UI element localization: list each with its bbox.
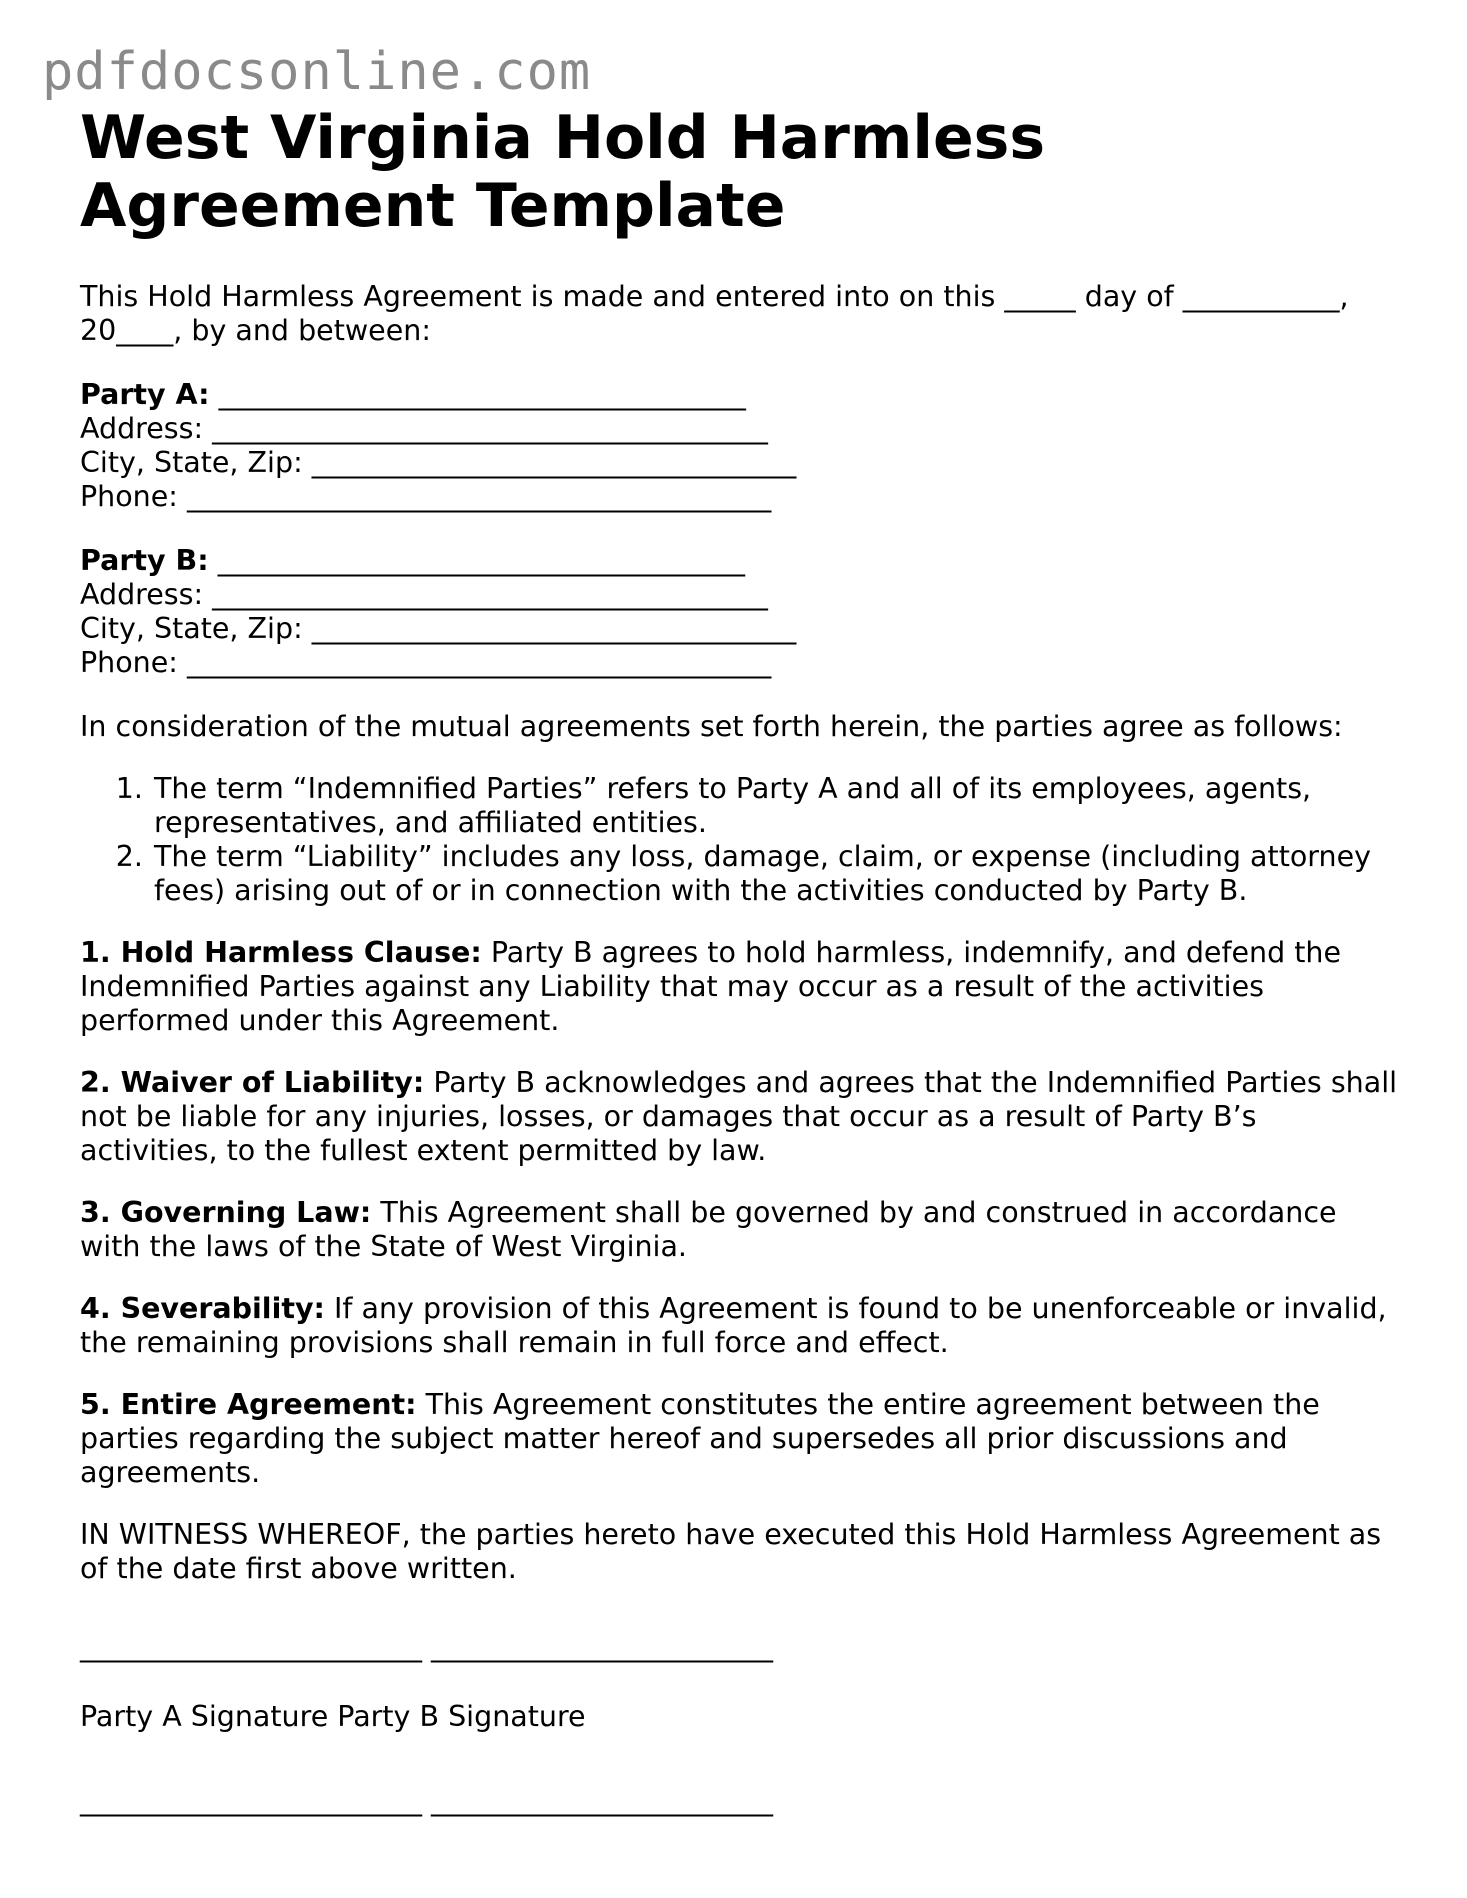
- section-text: Party B acknowledges and agrees that the Indemnified Parties shall not be liable for any injuries, losses, or damages that occur as a result of Party B’s activities, to the fullest extent permitted by law.: [80, 1066, 1398, 1167]
- date-lines: ________________________ ________________________: [80, 1784, 774, 1817]
- section-hold-harmless: [80, 936, 1400, 1038]
- party-a-address: Address: _______________________________________: [80, 412, 768, 445]
- section-waiver-of-liability: [80, 1066, 1400, 1168]
- signature-labels: Party A Signature Party B Signature: [80, 1700, 586, 1733]
- section-heading: 3. Governing Law:: [80, 1196, 372, 1229]
- section-text: This Agreement shall be governed by and construed in accordance with the laws of the State of West Virginia.: [80, 1196, 1337, 1263]
- party-a-name-blank: _____________________________________: [218, 378, 746, 411]
- section-heading: 1. Hold Harmless Clause:: [80, 936, 482, 969]
- party-b-label: Party B:: [80, 544, 209, 577]
- consideration-paragraph: In consideration of the mutual agreements set forth herein, the parties agree as follows:: [80, 710, 1343, 743]
- section-heading: 5. Entire Agreement:: [80, 1388, 417, 1421]
- document-title: West Virginia Hold Harmless Agreement Template: [80, 103, 1046, 241]
- party-b-city-state-zip: City, State, Zip: __________________________________: [80, 612, 797, 645]
- party-a-name-line: [80, 378, 1400, 412]
- definition-item: 2. The term “Liability” includes any loss, damage, claim, or expense (including attorney fees) arising out of or in connection with the activities conducted by Party B.: [152, 840, 1400, 908]
- section-heading: 4. Severability:: [80, 1292, 325, 1325]
- party-a-block: [80, 378, 1400, 514]
- section-text: If any provision of this Agreement is found to be unenforceable or invalid, the remaining provisions shall remain in full force and effect.: [80, 1292, 1387, 1359]
- section-heading: 2. Waiver of Liability:: [80, 1066, 425, 1099]
- section-governing-law: [80, 1196, 1400, 1264]
- party-b-address: Address: _______________________________________: [80, 578, 768, 611]
- section-severability: [80, 1292, 1400, 1360]
- party-a-phone: Phone: _________________________________________: [80, 480, 772, 513]
- section-text: This Agreement constitutes the entire agreement between the parties regarding the subject matter hereof and supersedes all prior discussions and agreements.: [80, 1388, 1320, 1489]
- definitions-list: [80, 772, 1400, 908]
- definition-item: 1. The term “Indemnified Parties” refers to Party A and all of its employees, agents, representatives, and affiliated entities.: [152, 772, 1400, 840]
- signature-lines: ________________________ ________________________: [80, 1630, 774, 1663]
- witness-paragraph: IN WITNESS WHEREOF, the parties hereto have executed this Hold Harmless Agreement as of the date first above written.: [80, 1518, 1382, 1585]
- party-b-phone: Phone: _________________________________________: [80, 646, 772, 679]
- section-entire-agreement: [80, 1388, 1400, 1490]
- party-a-label: Party A:: [80, 378, 210, 411]
- party-a-city-state-zip: City, State, Zip: __________________________________: [80, 446, 797, 479]
- section-text: Party B agrees to hold harmless, indemnify, and defend the Indemnified Parties against any Liability that may occur as a result of the activities performed under this Agreement.: [80, 936, 1342, 1037]
- watermark: pdfdocsonline.com: [42, 42, 592, 102]
- intro-paragraph: This Hold Harmless Agreement is made and entered into on this _____ day of ___________, 20____, by and between:: [80, 280, 1349, 347]
- party-b-name-blank: _____________________________________: [217, 544, 745, 577]
- party-b-name-line: [80, 544, 1400, 578]
- document-page: [80, 104, 1400, 1818]
- party-b-block: [80, 544, 1400, 680]
